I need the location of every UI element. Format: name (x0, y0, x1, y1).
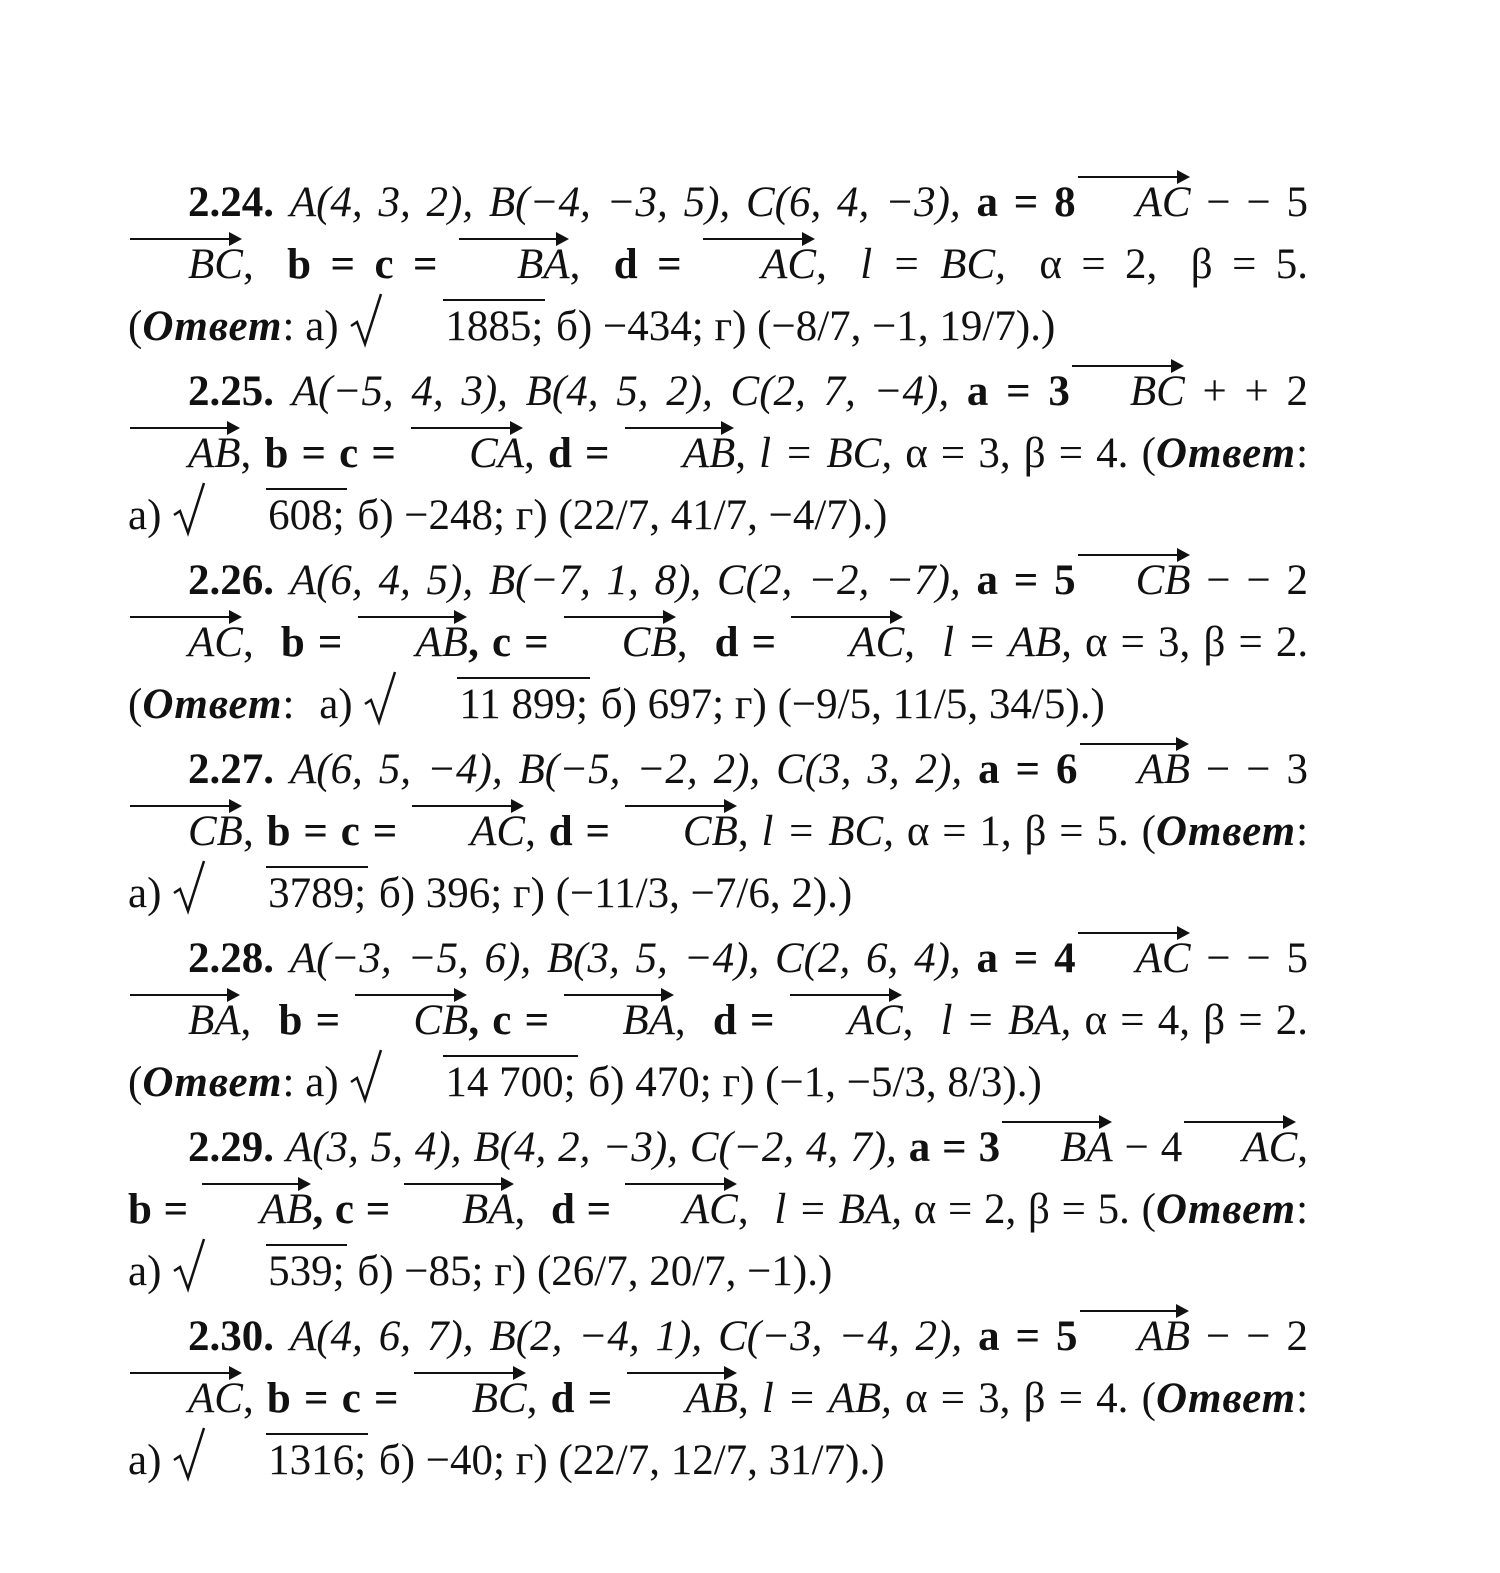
answer-a-value: 14 700; (443, 1055, 577, 1106)
answer-b: б) −40; (378, 1437, 506, 1484)
points: A(6, 4, 5), B(−7, 1, 8), C(2, −2, −7), (289, 557, 961, 604)
vector: CB (128, 802, 243, 852)
d-def: d = (548, 808, 623, 855)
beta-def: β = 5. (1024, 808, 1129, 855)
problem-number: 2.28. (188, 935, 274, 982)
vector: AC (623, 1180, 738, 1230)
a-lhs: a = 4 (976, 935, 1076, 982)
vector: AB (356, 613, 469, 663)
vector: BC (412, 1369, 527, 1419)
vector: AC (789, 613, 904, 663)
problem-number: 2.24. (188, 179, 274, 226)
vector: CB (353, 991, 468, 1041)
answer-b: б) −85; (357, 1248, 484, 1295)
a-lhs: a = 3 (908, 1124, 1001, 1171)
answer-a-prefix: а) (128, 1437, 162, 1484)
d-def: d = (714, 619, 790, 666)
problem-2-26: 2.26. A(6, 4, 5), B(−7, 1, 8), C(2, −2, −7), a = 5 CB − − 2AC, b = AB, c = CB, d = AC, l = AB, α = 3, β = 2. (Ответ: а) 11 899; б) 697; г) (−9/5, 11/5, 34/5).) (128, 550, 1308, 736)
problem-2-30: 2.30. A(4, 6, 7), B(2, −4, 1), C(−3, −4, 2), a = 5 AB − − 2AC, b = c = BC, d = AB, l = AB, α = 3, β = 4. (Ответ: а) 1316; б) −40; г) (22/7, 12/7, 31/7).) (128, 1306, 1308, 1492)
sqrt-expression (349, 296, 545, 358)
answer-a-value: 11 899; (457, 677, 590, 728)
a-op: − − 2 (1190, 557, 1308, 604)
answer-b: б) −434; (556, 303, 704, 350)
vector: CA (409, 424, 524, 474)
sqrt-expression (172, 863, 368, 925)
problem-number: 2.25. (188, 368, 274, 415)
a-lhs: a = 5 (976, 557, 1076, 604)
l-def: l = AB, (942, 619, 1072, 666)
points: A(6, 5, −4), B(−5, −2, 2), C(3, 3, 2), (289, 746, 963, 793)
vector: BA (457, 235, 570, 285)
sqrt-icon (172, 481, 206, 537)
answer-a-value: 3789; (266, 866, 368, 917)
c-def: , c = (312, 1186, 402, 1233)
bc-def: b = c = (287, 241, 458, 288)
sqrt-icon (363, 670, 397, 726)
beta-def: β = 2. (1203, 619, 1309, 666)
answer-b: б) −248; (357, 492, 506, 539)
answer-a-value: 1316; (266, 1433, 368, 1484)
beta-def: β = 5. (1028, 1186, 1130, 1233)
answer-b: б) 470; (588, 1059, 712, 1106)
points: A(3, 5, 4), B(4, 2, −3), C(−2, 4, 7), (285, 1124, 897, 1171)
problem-number: 2.26. (188, 557, 274, 604)
answer-g: г) (−9/5, 11/5, 34/5).) (734, 681, 1105, 728)
bc-def: b = c = (266, 1375, 412, 1422)
vector: AC (701, 235, 816, 285)
answer-a-prefix: а) (319, 681, 353, 728)
answer-a-prefix: а) (305, 303, 339, 350)
points: A(4, 3, 2), B(−4, −3, 5), C(6, 4, −3), (289, 179, 961, 226)
problem-number: 2.27. (188, 746, 274, 793)
vector: AC (128, 1369, 243, 1419)
problem-2-29: 2.29. A(3, 5, 4), B(4, 2, −3), C(−2, 4, 7), a = 3 BA − 4 AC, b = AB, c = BA, d = AC, l = BA, α = 2, β = 5. (Ответ: а) 539; б) −85; г) (26/7, 20/7, −1).) (128, 1117, 1308, 1303)
vector: CB (1076, 551, 1191, 601)
answer-label: Ответ (1155, 808, 1297, 855)
problem-2-24: 2.24. A(4, 3, 2), B(−4, −3, 5), C(6, 4, −3), a = 8 AC − − 5BC, b = c = BA, d = AC, l = BC, α = 2, β = 5. (Ответ: а) 1885; б) −434; г) (−8/7, −1, 19/7).) (128, 172, 1308, 358)
problem-2-28: 2.28. A(−3, −5, 6), B(3, 5, −4), C(2, 6, 4), a = 4 AC − − 5BA, b = CB, c = BA, d = AC, l = BA, α = 4, β = 2. (Ответ: а) 14 700; б) 470; г) (−1, −5/3, 8/3).) (128, 928, 1308, 1114)
alpha-def: α = 3, (905, 1375, 1011, 1422)
alpha-def: α = 2, (1039, 241, 1158, 288)
sqrt-icon (349, 1048, 383, 1104)
b-def: b = (128, 1186, 200, 1233)
answer-a-prefix: а) (128, 492, 162, 539)
sqrt-expression (363, 674, 590, 736)
answer-a-value: 539; (266, 1244, 346, 1295)
alpha-def: α = 4, (1084, 997, 1190, 1044)
beta-def: β = 2. (1203, 997, 1309, 1044)
alpha-def: α = 3, (1085, 619, 1191, 666)
vector: AB (623, 424, 736, 474)
sqrt-icon (172, 1237, 206, 1293)
vector: BA (128, 991, 241, 1041)
answer-a-value: 1885; (443, 299, 545, 350)
b-def: b = (278, 997, 354, 1044)
points: A(4, 6, 7), B(2, −4, 1), C(−3, −4, 2), (289, 1313, 963, 1360)
bc-def: b = c = (266, 808, 411, 855)
answer-a-value: 608; (266, 488, 346, 539)
a-lhs: a = 6 (978, 746, 1078, 793)
d-def: d = (550, 1375, 626, 1422)
vector: AC (128, 613, 243, 663)
answer-g: г) (−8/7, −1, 19/7).) (714, 303, 1056, 350)
answer-label: Ответ (142, 1059, 283, 1106)
l-def: l = BC, (860, 241, 1006, 288)
vector: AC (788, 991, 903, 1041)
a-op: − 4 (1112, 1124, 1183, 1171)
answer-a-prefix: а) (305, 1059, 339, 1106)
problem-2-27: 2.27. A(6, 5, −4), B(−5, −2, 2), C(3, 3, 2), a = 6 AB − − 3CB, b = c = AC, d = CB, l = BC, α = 1, β = 5. (Ответ: а) 3789; б) 396; г) (−11/3, −7/6, 2).) (128, 739, 1308, 925)
a-op: − − 2 (1190, 1313, 1308, 1360)
sqrt-expression (172, 485, 346, 547)
c-def: , c = (468, 619, 562, 666)
a-op: − − 5 (1190, 179, 1308, 226)
sqrt-expression (172, 1430, 368, 1492)
answer-b: б) 396; (378, 870, 503, 917)
l-def: l = AB, (761, 1375, 892, 1422)
vector: AC (1076, 929, 1191, 979)
problem-list (128, 172, 1308, 1495)
vector: BA (562, 991, 675, 1041)
vector: AB (1078, 1307, 1191, 1357)
sqrt-expression (349, 1052, 577, 1114)
vector: AC (410, 802, 525, 852)
a-lhs: a = 5 (978, 1313, 1078, 1360)
vector: BC (128, 235, 243, 285)
sqrt-expression (172, 1241, 346, 1303)
d-def: d = (712, 997, 788, 1044)
sqrt-icon (349, 292, 383, 348)
vector: AB (625, 1369, 738, 1419)
beta-def: β = 5. (1190, 241, 1309, 288)
a-op: − − 5 (1190, 935, 1308, 982)
problem-number: 2.30. (188, 1313, 274, 1360)
l-def: l = BA, (940, 997, 1072, 1044)
l-def: l = BC, (759, 430, 893, 477)
answer-a-prefix: а) (128, 1248, 162, 1295)
points: A(−3, −5, 6), B(3, 5, −4), C(2, 6, 4), (289, 935, 961, 982)
points: A(−5, 4, 3), B(4, 5, 2), C(2, 7, −4), (291, 368, 950, 415)
answer-label: Ответ (1155, 430, 1297, 477)
vector: CB (562, 613, 677, 663)
d-def: d = (551, 1186, 623, 1233)
answer-label: Ответ (1155, 1375, 1297, 1422)
vector: AB (128, 424, 241, 474)
answer-g: г) (22/7, 41/7, −4/7).) (515, 492, 888, 539)
vector: BA (402, 1180, 515, 1230)
problem-2-25: 2.25. A(−5, 4, 3), B(4, 5, 2), C(2, 7, −4), a = 3 BC + + 2AB, b = c = CA, d = AB, l = BC, α = 3, β = 4. (Ответ: а) 608; б) −248; г) (22/7, 41/7, −4/7).) (128, 361, 1308, 547)
answer-label: Ответ (142, 303, 283, 350)
alpha-def: α = 2, (913, 1186, 1017, 1233)
b-def: b = (280, 619, 356, 666)
answer-g: г) (−1, −5/3, 8/3).) (722, 1059, 1042, 1106)
vector: AC (1076, 173, 1191, 223)
sqrt-icon (172, 1426, 206, 1482)
answer-label: Ответ (1155, 1186, 1297, 1233)
sqrt-icon (172, 859, 206, 915)
a-op: + + 2 (1184, 368, 1309, 415)
l-def: l = BC, (761, 808, 894, 855)
bc-def: b = c = (264, 430, 410, 477)
answer-b: б) 697; (600, 681, 725, 728)
vector: AB (200, 1180, 313, 1230)
c-def: , c = (468, 997, 563, 1044)
d-def: d = (613, 241, 702, 288)
answer-g: г) (22/7, 12/7, 31/7).) (515, 1437, 885, 1484)
beta-def: β = 4. (1023, 430, 1129, 477)
d-def: d = (547, 430, 623, 477)
answer-a-prefix: а) (128, 870, 162, 917)
l-def: l = BA, (774, 1186, 903, 1233)
a-op: − − 3 (1190, 746, 1308, 793)
problem-number: 2.29. (188, 1124, 274, 1171)
vector: AC (1182, 1118, 1297, 1168)
vector: BA (1000, 1118, 1113, 1168)
a-lhs: a = 8 (976, 179, 1076, 226)
answer-g: г) (−11/3, −7/6, 2).) (513, 870, 853, 917)
beta-def: β = 4. (1023, 1375, 1129, 1422)
a-lhs: a = 3 (966, 368, 1070, 415)
alpha-def: α = 1, (906, 808, 1012, 855)
answer-g: г) (26/7, 20/7, −1).) (494, 1248, 833, 1295)
vector: AB (1078, 740, 1191, 790)
vector: CB (623, 802, 738, 852)
answer-label: Ответ (142, 681, 283, 728)
alpha-def: α = 3, (905, 430, 1011, 477)
vector: BC (1070, 362, 1185, 412)
